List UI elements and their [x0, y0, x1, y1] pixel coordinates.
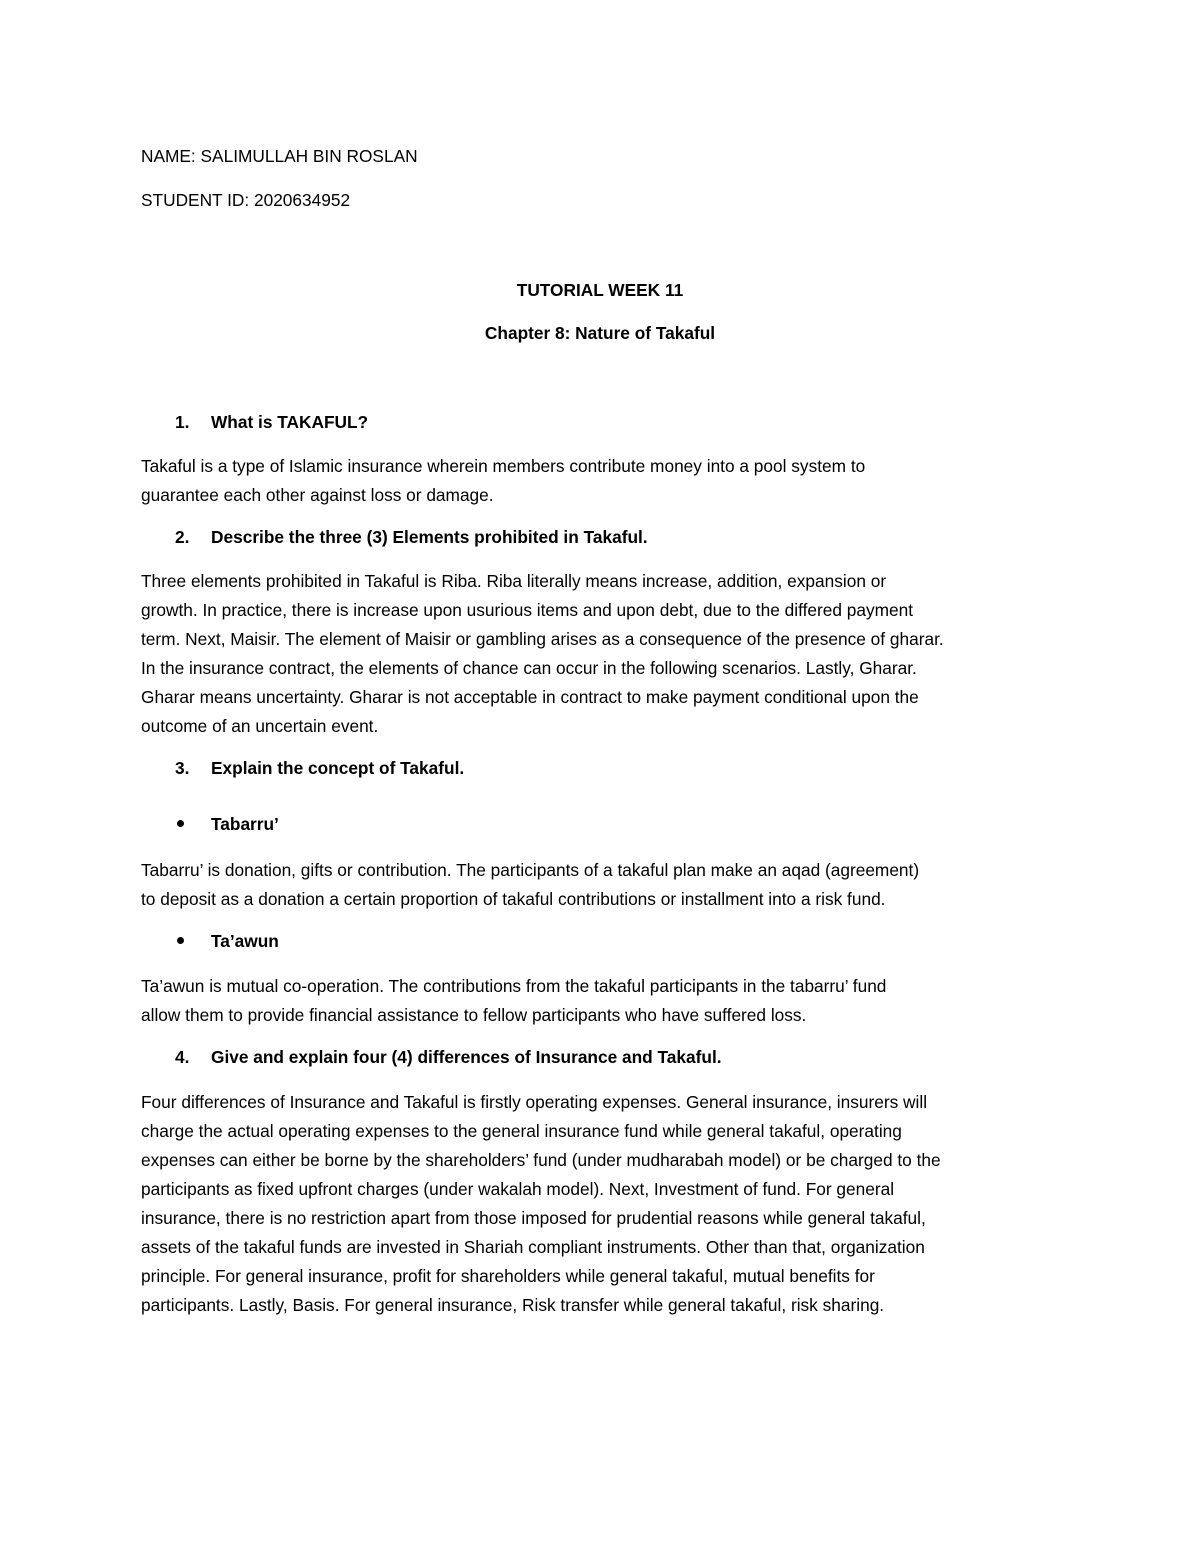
question-number: 4. [175, 1047, 190, 1067]
bullet-term: Tabarru’ [211, 814, 279, 834]
question-number: 1. [175, 412, 190, 432]
answer-line: Gharar means uncertainty. Gharar is not acceptable in contract to make payment conditional upon the [141, 687, 919, 707]
answer-line: to deposit as a donation a certain proportion of takaful contributions or installment into a risk fund. [141, 889, 886, 909]
question-text: Give and explain four (4) differences of Insurance and Takaful. [211, 1047, 722, 1067]
answer-line: outcome of an uncertain event. [141, 716, 379, 736]
bullet-icon [177, 820, 184, 827]
answer-line: In the insurance contract, the elements of chance can occur in the following scenarios. Lastly, Gharar. [141, 658, 917, 678]
question-2 [141, 525, 648, 549]
answer-line: Ta’awun is mutual co-operation. The contributions from the takaful participants in the tabarru’ fund [141, 976, 887, 996]
question-text: What is TAKAFUL? [211, 412, 369, 432]
bullet-icon [177, 937, 184, 944]
answer-line: Four differences of Insurance and Takaful is firstly operating expenses. General insurance, insurers will [141, 1092, 928, 1112]
answer-line: expenses can either be borne by the shareholders’ fund (under mudharabah model) or be charged to the [141, 1150, 941, 1170]
answer-3-tabarru [141, 856, 1066, 914]
answer-line: principle. For general insurance, profit for shareholders while general takaful, mutual benefits for [141, 1266, 875, 1286]
answer-line: allow them to provide financial assistance to fellow participants who have suffered loss. [141, 1005, 807, 1025]
answer-line: insurance, there is no restriction apart from those imposed for prudential reasons while general takaful, [141, 1208, 926, 1228]
bullet-taawun [141, 929, 279, 953]
answer-line: Takaful is a type of Islamic insurance wherein members contribute money into a pool system to [141, 456, 866, 476]
chapter-title: Chapter 8: Nature of Takaful [484, 323, 716, 343]
answer-line: participants as fixed upfront charges (under wakalah model). Next, Investment of fund. For general [141, 1179, 895, 1199]
answer-1 [141, 452, 1066, 510]
answer-line: assets of the takaful funds are invested in Shariah compliant instruments. Other than that, organization [141, 1237, 925, 1257]
answer-line: Three elements prohibited in Takaful is Riba. Riba literally means increase, addition, expansion or [141, 571, 887, 591]
document-title: TUTORIAL WEEK 11 [516, 280, 684, 300]
question-number: 3. [175, 758, 190, 778]
student-name: NAME: SALIMULLAH BIN ROSLAN [141, 146, 418, 166]
answer-line: guarantee each other against loss or damage. [141, 485, 494, 505]
question-number: 2. [175, 527, 190, 547]
answer-line: participants. Lastly, Basis. For general insurance, Risk transfer while general takaful, risk sharing. [141, 1295, 885, 1315]
answer-3-taawun [141, 972, 1066, 1030]
question-text: Explain the concept of Takaful. [211, 758, 465, 778]
answer-line: growth. In practice, there is increase upon usurious items and upon debt, due to the differed payment [141, 600, 914, 620]
answer-line: Tabarru’ is donation, gifts or contribution. The participants of a takaful plan make an aqad (agreement) [141, 860, 920, 880]
answer-line: term. Next, Maisir. The element of Maisir or gambling arises as a consequence of the presence of gharar. [141, 629, 944, 649]
question-text: Describe the three (3) Elements prohibited in Takaful. [211, 527, 648, 547]
answer-2 [141, 567, 1066, 741]
question-3 [141, 756, 464, 780]
question-1 [141, 410, 368, 434]
answer-line: charge the actual operating expenses to the general insurance fund while general takaful, operating [141, 1121, 902, 1141]
bullet-term: Ta’awun [211, 931, 279, 951]
student-id: STUDENT ID: 2020634952 [141, 190, 351, 210]
answer-4 [141, 1088, 1066, 1320]
bullet-tabarru [141, 812, 279, 836]
question-4 [141, 1045, 722, 1069]
